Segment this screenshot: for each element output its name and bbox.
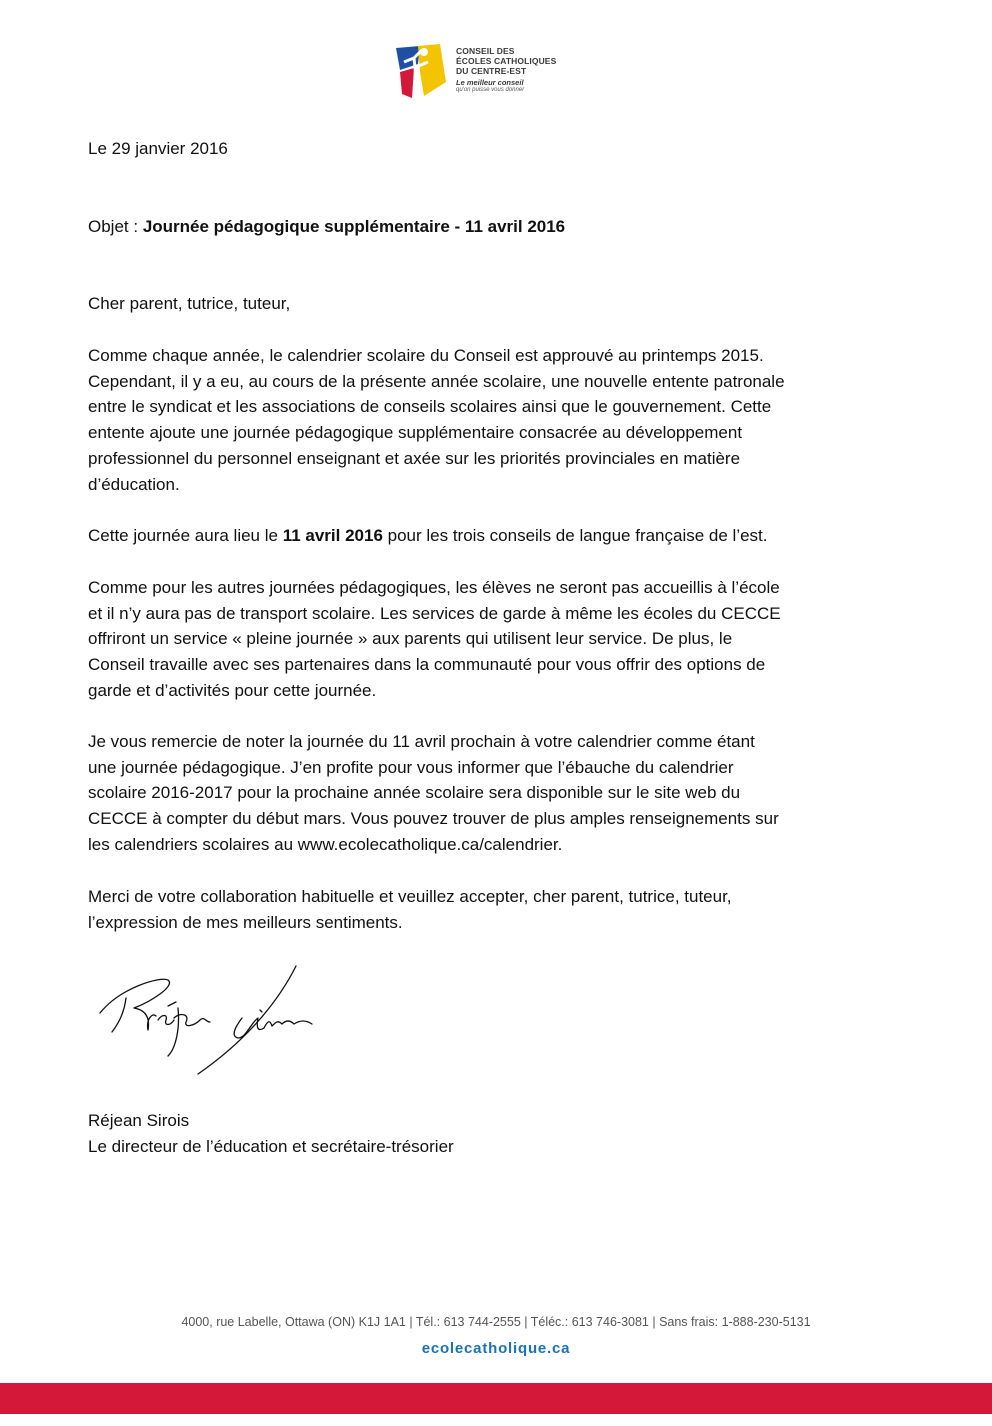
logo-name-line-2: ÉCOLES CATHOLIQUES xyxy=(456,56,557,66)
paragraph-line: scolaire 2016-2017 pour la prochaine année scolaire sera disponible sur le site web du xyxy=(88,783,741,803)
p2-date-bold: 11 avril 2016 xyxy=(282,526,383,545)
paragraph-line: Conseil travaille avec ses partenaires dans la communauté pour vous offrir des options de xyxy=(88,655,766,675)
paragraph-line: entre le syndicat et les associations de conseils scolaires ainsi que le gouvernement. Cette xyxy=(88,397,772,417)
p2-after: pour les trois conseils de langue française de l’est. xyxy=(382,526,768,545)
logo-tagline: Le meilleur conseil xyxy=(456,78,524,87)
paragraph-line: Merci de votre collaboration habituelle et veuillez accepter, cher parent, tutrice, tuteur, xyxy=(88,887,732,906)
paragraph-3 xyxy=(88,575,781,704)
paragraph-line: garde et d’activités pour cette journée. xyxy=(88,680,377,700)
paragraph-line: une journée pédagogique. J’en profite pour vous informer que l’ébauche du calendrier xyxy=(88,757,734,777)
paragraph-1 xyxy=(88,343,785,497)
paragraph-line: offriront un service « pleine journée » aux parents qui utilisent leur service. De plus, le xyxy=(88,629,733,649)
logo-name-line-3: DU CENTRE-EST xyxy=(456,66,527,76)
p2-before: Cette journée aura lieu le xyxy=(88,526,283,545)
school-board-logo xyxy=(394,42,574,104)
paragraph-line: entente ajoute une journée pédagogique supplémentaire consacrée au développement xyxy=(88,423,743,443)
logo-tagline-sub: qu'on puisse vous donner xyxy=(456,87,525,93)
letter-subject xyxy=(88,214,565,240)
signer-block xyxy=(88,1108,454,1159)
paragraph-line: Cependant, il y a eu, au cours de la présente année scolaire, une nouvelle entente patronale xyxy=(88,371,785,391)
logo-emblem-icon xyxy=(394,42,454,102)
paragraph-5 xyxy=(88,884,732,935)
footer-website-link[interactable]: ecolecatholique.ca xyxy=(421,1340,571,1357)
paragraph-line: CECCE à compter du début mars. Vous pouvez trouver de plus amples renseignements sur xyxy=(88,809,779,829)
subject-label: Objet : xyxy=(88,217,143,236)
paragraph-2 xyxy=(88,523,768,549)
paragraph-line: Je vous remercie de noter la journée du 11 avril prochain à votre calendrier comme étant xyxy=(88,732,755,751)
paragraph-line: les calendriers scolaires au www.ecolecatholique.ca/calendrier. xyxy=(88,834,563,854)
paragraph-line: Comme chaque année, le calendrier scolaire du Conseil est approuvé au printemps 2015. xyxy=(88,346,764,365)
letter-date: Le 29 janvier 2016 xyxy=(88,139,228,158)
paragraph-line: Comme pour les autres journées pédagogiques, les élèves ne seront pas accueillis à l’école xyxy=(88,578,780,597)
logo-name-line-1: CONSEIL DES xyxy=(456,46,515,56)
subject-title: Journée pédagogique supplémentaire - 11 avril 2016 xyxy=(142,217,566,236)
footer-address: 4000, rue Labelle, Ottawa (ON) K1J 1A1 | Tél.: 613 744-2555 | Téléc.: 613 746-3081 | Sans frais: 1-888-230-5131 xyxy=(181,1315,811,1329)
paragraph-line: l’expression de mes meilleurs sentiments. xyxy=(88,912,403,932)
signer-name: Réjean Sirois xyxy=(88,1111,190,1130)
paragraph-line: et il n’y aura pas de transport scolaire. Les services de garde à même les écoles du CECCE xyxy=(88,603,781,623)
footer-color-bar xyxy=(0,1383,992,1414)
signature-icon xyxy=(90,958,330,1083)
paragraph-4 xyxy=(88,729,779,858)
paragraph-line: professionnel du personnel enseignant et axée sur les priorités provinciales en matière xyxy=(88,448,741,468)
signer-title: Le directeur de l’éducation et secrétaire-trésorier xyxy=(88,1136,454,1156)
paragraph-line: d’éducation. xyxy=(88,474,180,494)
letter-greeting: Cher parent, tutrice, tuteur, xyxy=(88,294,291,313)
